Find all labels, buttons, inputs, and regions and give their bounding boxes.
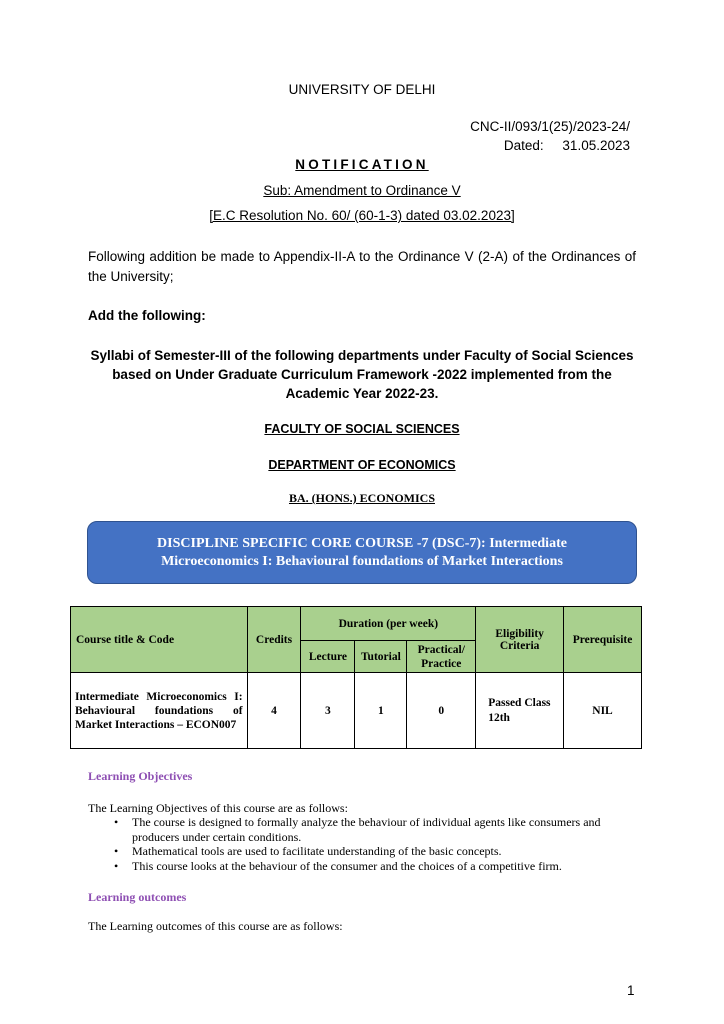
cell-practical: 0 (407, 673, 476, 749)
header-course-title: Course title & Code (71, 607, 248, 673)
header-lecture: Lecture (301, 641, 355, 673)
header-prerequisite: Prerequisite (564, 607, 642, 673)
bullet-icon: • (114, 858, 119, 873)
resolution-line: [E.C Resolution No. 60/ (60-1-3) dated 03.02.2023] (209, 208, 515, 223)
add-following-heading: Add the following: (88, 308, 206, 323)
learning-outcomes-intro: The Learning outcomes of this course are as follows: (88, 919, 343, 933)
course-details-table (70, 606, 642, 749)
faculty-heading: FACULTY OF SOCIAL SCIENCES (264, 422, 460, 436)
bullet-icon: • (114, 815, 119, 829)
list-item (88, 815, 648, 844)
learning-objectives-list (88, 815, 648, 873)
learning-objectives-heading: Learning Objectives (88, 769, 193, 783)
notification-title: NOTIFICATION (295, 157, 429, 172)
dated-value: 31.05.2023 (562, 138, 630, 153)
header-practical: Practical/ Practice (407, 641, 476, 673)
header-credits: Credits (247, 607, 301, 673)
cell-prerequisite: NIL (564, 673, 642, 749)
header-eligibility: Eligibility Criteria (476, 607, 564, 673)
syllabi-heading: Syllabi of Semester-III of the following departments under Faculty of Social Sciences based on Under Graduate Curriculum Framework -2022 implemented from the Academic Year 2022-23. (90, 348, 634, 401)
list-item-text: Mathematical tools are used to facilitate understanding of the basic concepts. (132, 844, 502, 858)
learning-objectives-intro: The Learning Objectives of this course are as follows: (88, 801, 348, 815)
date-line (504, 138, 630, 153)
intro-paragraph: Following addition be made to Appendix-II-A to the Ordinance V (2-A) of the Ordinances of the University; (88, 249, 636, 284)
list-item-text: The course is designed to formally analyze the behaviour of individual agents like consumers and producers under certain conditions. (132, 815, 601, 844)
reference-number: CNC-II/093/1(25)/2023-24/ (470, 119, 630, 134)
list-item (88, 844, 648, 859)
department-heading: DEPARTMENT OF ECONOMICS (268, 458, 456, 472)
programme-heading: BA. (HONS.) ECONOMICS (288, 491, 435, 505)
bullet-icon: • (114, 844, 119, 858)
header-tutorial: Tutorial (355, 641, 407, 673)
cell-eligibility: Passed Class 12th (476, 673, 564, 749)
course-title: DISCIPLINE SPECIFIC CORE COURSE -7 (DSC-7): Intermediate Microeconomics I: Behavioural foundations of Market Interactions (157, 535, 567, 569)
page-number: 1 (627, 983, 635, 998)
university-name: UNIVERSITY OF DELHI (288, 82, 436, 97)
list-item (88, 859, 648, 874)
learning-outcomes-heading: Learning outcomes (88, 890, 187, 904)
header-duration: Duration (per week) (301, 607, 476, 641)
cell-course-title: Intermediate Microeconomics I: Behavioural foundations of Market Interactions – ECON007 (71, 673, 248, 749)
dated-label: Dated: (503, 138, 544, 153)
cell-credits: 4 (247, 673, 301, 749)
list-item-text: This course looks at the behaviour of the consumer and the choices of a competitive firm. (132, 858, 562, 873)
cell-tutorial: 1 (355, 673, 407, 749)
cell-lecture: 3 (301, 673, 355, 749)
course-title-box (87, 521, 637, 584)
subject-line: Sub: Amendment to Ordinance V (263, 183, 461, 198)
